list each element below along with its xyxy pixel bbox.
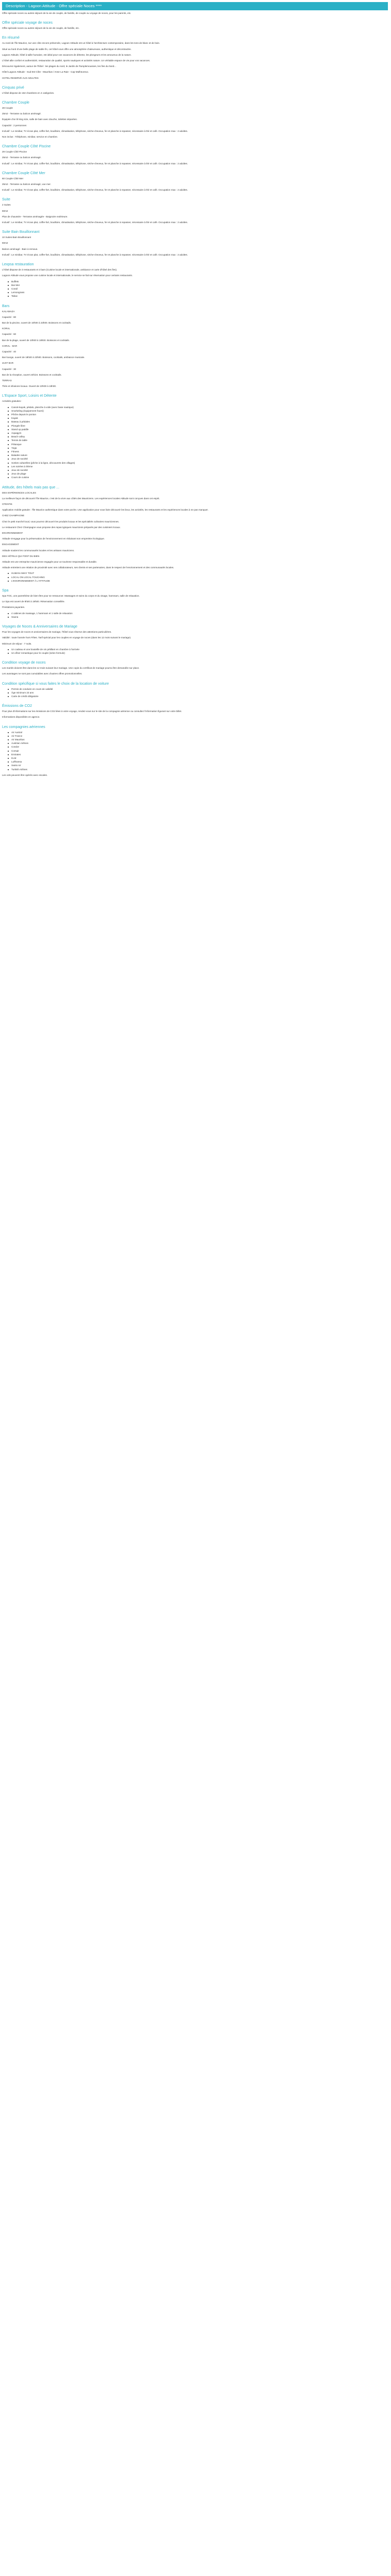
section-paragraph: 60 Couple Côté Mer: [2, 177, 24, 180]
section: [2, 625, 388, 655]
section-paragraph: Capacité : 80: [2, 315, 17, 318]
section-paragraph: Inclusif : Le minibar, TV écran plat, coffre-fort, bouilloire, climatisation, téléphone, sèche-cheveux, fer et planche à repasser, nécessaire à thé et café. Occupation max : 2 adultes.: [2, 162, 188, 165]
list-item: Sauna: [11, 616, 388, 619]
section-paragraph: Lagoon Attitude vous propose une cuisine locale et internationale, le service se fait sur réservation pour certains restaurants.: [2, 274, 133, 277]
description-banner: Description - Lagoon Attitude - Offre spéciale Noces ****: [2, 2, 388, 10]
list-item: Plongée libre: [11, 425, 388, 428]
section-title: Les compagnies aériennes: [2, 725, 45, 729]
section-paragraph: Bar de la plage, ouvert de 10h00 à 18h00. Boissons et cocktails.: [2, 338, 70, 342]
section-title: En résumé: [2, 36, 20, 40]
section-paragraph: Validité : toute l'année hors Fêtes. Tarif spécial pour les couples en voyage de noces (dans les 12 mois suivant le mariage).: [2, 636, 132, 639]
section-title: Spa: [2, 589, 9, 593]
bullet-list: [2, 612, 388, 619]
section-paragraph: Prestations payantes.: [2, 606, 25, 609]
section-title: Cinquas privé: [2, 86, 24, 90]
section-paragraph: Attitude s'engage pour la préservation de l'environnement en réduisant son empreinte écologique.: [2, 537, 105, 540]
section-paragraph: ENGAGEMENT: [2, 543, 19, 546]
section: [2, 145, 388, 165]
section-paragraph: Bar lounge, ouvert de 18h00 à 23h00. Boissons, cocktails, ambiance musicale.: [2, 356, 85, 359]
section-paragraph: Offre spéciale noces ou autres séjours de la vie de couple, de famille, etc.: [2, 27, 80, 30]
list-item: Cours de cuisine: [11, 476, 388, 479]
list-item: HUMAN AWAY TOUT: [11, 572, 388, 575]
section: [2, 263, 388, 298]
section-paragraph: Capacité : 60: [2, 333, 17, 336]
section-paragraph: Le Spa est ouvert de 9h00 à 19h00. Réservation conseillée.: [2, 600, 65, 603]
section-paragraph: Capacité : 40: [2, 350, 17, 353]
list-item: LOCAL ON LOCAL TOUCHING: [11, 576, 388, 579]
bullet-list: [2, 648, 388, 655]
list-item: Air Mauritius: [11, 738, 388, 741]
list-item: KLM: [11, 757, 388, 760]
section: [2, 589, 388, 619]
list-item: Fitness: [11, 450, 388, 453]
section-title: Bars: [2, 304, 10, 308]
list-item: Condor: [11, 745, 388, 749]
bullet-list: [2, 406, 388, 480]
section-paragraph: Plan de chaussée - Terrasse aménagée - Baignoire extérieure.: [2, 215, 68, 218]
list-item: Balades nature: [11, 454, 388, 457]
section-paragraph: Informations disponibles en agence.: [2, 716, 40, 719]
section-paragraph: Les mariés doivent être dans les 12 mois suivant leur mariage. Une copie du certificat de mariage pourra être demandée sur place.: [2, 667, 140, 670]
section-title: Voyages de Noces & Anniversaires de Mariage: [2, 625, 77, 629]
section-title: L'Espace Sport, Loisirs et Détente: [2, 394, 57, 398]
section-paragraph: 28 Couple: [2, 107, 13, 110]
list-item: Pêche depuis le ponton: [11, 413, 388, 416]
list-item: Corsair: [11, 750, 388, 753]
section: [2, 725, 388, 771]
section-paragraph: JUST BAR: [2, 362, 14, 365]
intro-text: Offre spéciale noces ou autres séjours de la vie de couple, de famille, de couple ou voyage de noces, pour les parents, etc.: [2, 12, 132, 14]
section-paragraph: 29 Couple Côté Piscine: [2, 150, 27, 154]
list-item: Air France: [11, 735, 388, 738]
list-item: Air Austral: [11, 731, 388, 734]
section: [2, 486, 388, 583]
section: [2, 661, 388, 675]
section: [2, 101, 388, 139]
section-paragraph: L'hôtel allie confort et authenticité, restauration de qualité, sports nautiques et activités nature. Un véritable espace de vie pour vos vacances.: [2, 59, 151, 62]
list-item: L'ENVIRONNEMENT À L'ATTITUDE: [11, 580, 388, 583]
list-item: Jeux de société: [11, 457, 388, 461]
section: [2, 704, 388, 719]
list-item: Un cadeau et une bouteille de vin pétillant en chambre à l'arrivée: [11, 648, 388, 651]
bullet-list: [2, 572, 388, 583]
section-paragraph: CORAL - BAR: [2, 344, 18, 347]
list-item: Permis de conduire en cours de validité: [11, 688, 388, 691]
bullet-list: [2, 688, 388, 699]
section-paragraph: Les avantages ne sont pas cumulables avec d'autres offres promotionnelles.: [2, 672, 83, 675]
section-paragraph: Balcon aménagé - Bain à remous.: [2, 247, 38, 250]
section: [2, 394, 388, 479]
section-paragraph: Attitude soutient les communautés locales et les artisans mauriciens.: [2, 549, 75, 552]
section-paragraph: Application mobile gratuite : l'île Maurice authentique dans votre poche. Une application pour vous faire découvrir les lieux, les activités, les restaurants et les expériences locales à ne pas manquer.: [2, 509, 208, 512]
section-paragraph: Chez le petit marché local, vous pourrez découvrir les produits locaux et les spécialités culinaires mauriciennes.: [2, 520, 119, 523]
list-item: Turkish Airlines: [11, 768, 388, 771]
section-title: Suite: [2, 198, 10, 202]
list-item: Buffets: [11, 280, 388, 283]
list-item: Corail: [11, 287, 388, 291]
list-item: Carte de crédit obligatoire: [11, 695, 388, 698]
list-item: Jeux de plage: [11, 472, 388, 476]
list-item: Beach volley: [11, 435, 388, 438]
section-paragraph: 50m2: [2, 242, 8, 245]
list-item: 4 cabines de massage, 1 hammam et 1 salle de relaxation: [11, 612, 388, 615]
list-item: Pétanque: [11, 443, 388, 446]
section-paragraph: 25m2 - Terrasse ou balcon aménagé.: [2, 156, 42, 159]
section-paragraph: Le restaurant Chez Champagne vous propose des repas typiques mauriciens préparés par des cuisiniers locaux.: [2, 526, 121, 529]
section-paragraph: 25m2 - Terrasse ou balcon aménagé.: [2, 112, 42, 115]
section: [2, 172, 388, 192]
section-paragraph: Pour les voyages de noces et anniversaires de mariage, l'hôtel vous réserve des attentions particulières.: [2, 631, 112, 634]
section-title: Offre spéciale voyage de noces: [2, 21, 53, 25]
section-paragraph: Hôtel Lagoon Attitude - Sud Est Côte - Mauritius / Anse La Raie - Cap Malheureux.: [2, 71, 89, 74]
list-item: Austrian Airlines: [11, 742, 388, 745]
section-paragraph: Lagoon Attitude, hôtel à taille humaine, est idéal pour vos vacances de détente, les plongeurs et les amoureux de la nature.: [2, 53, 132, 56]
section-paragraph: KORAL: [2, 327, 10, 330]
section-paragraph: ENVIRONNEMENT: [2, 532, 23, 535]
section-paragraph: Bar de la réception, ouvert 24h/24. Boissons et cocktails.: [2, 373, 62, 376]
section: [2, 682, 388, 699]
section-paragraph: HOTEL RESERVÉ AUX ADULTES: [2, 76, 39, 79]
section-paragraph: Situé au bord d'une belle plage de sable fin, cet hôtel vous offre une atmosphère chaleureuse, authentique et décontractée.: [2, 47, 132, 50]
list-item: Kayak: [11, 417, 388, 420]
section-paragraph: KALAMAZA: [2, 310, 15, 313]
section: [2, 198, 388, 224]
section-paragraph: OTENTIK: [2, 503, 12, 506]
list-item: Snorkeling (équipement fourni): [11, 410, 388, 413]
section: [2, 304, 388, 388]
section-paragraph: Capacité : 2 personnes: [2, 124, 27, 127]
section-paragraph: L'hôtel dispose de 3 restaurants et 3 bars (Cuisine locale et internationale, ambiance et carte d'hôtel des îles).: [2, 268, 118, 272]
list-item: Âge minimum 23 ans: [11, 691, 388, 694]
section-paragraph: CHEZ CHAMPAGNE: [2, 514, 25, 517]
section-paragraph: Inclusif : Le minibar, TV écran plat, coffre-fort, bouilloire, climatisation, téléphone, sèche-cheveux, fer et planche à repasser, nécessaire à thé et café. Occupation max : 2 adultes.: [2, 253, 188, 256]
list-item: Bateau à pédales: [11, 420, 388, 423]
section: [2, 86, 388, 95]
list-item: Emirates: [11, 753, 388, 756]
section-title: Condition spécifique si vous faites le choix de la location de voiture: [2, 682, 109, 686]
section-title: Lexpsa restauration: [2, 263, 34, 267]
list-item: Sorties culturelles (pêche à la ligne, découverte des villages): [11, 462, 388, 465]
page: [0, 2, 391, 777]
section-paragraph: Attitude entretient une relation de proximité avec ses collaborateurs, ses clients et ses partenaires, dans le respect de l'environnement et des communautés locales.: [2, 566, 174, 569]
section: [2, 36, 388, 79]
list-item: Bar Mer: [11, 284, 388, 287]
bullet-list: [2, 731, 388, 771]
section-paragraph: Au nord de l'île Maurice, sur une côte encore préservée, Lagoon Attitude est un hôtel à l'architecture contemporaine, dans les tons de blanc et de bois.: [2, 42, 160, 45]
section-paragraph: DES HÔTELS QUI FONT DU BIEN: [2, 554, 40, 557]
section-paragraph: Inclusif : Le minibar, TV écran plat, coffre-fort, bouilloire, climatisation, téléphone, sèche-cheveux, fer et planche à repasser, nécessaire à thé et café. Occupation max : 2 adultes.: [2, 129, 188, 132]
list-item: Stand up paddle: [11, 428, 388, 431]
content-sections: [2, 21, 388, 771]
section-paragraph: Inclusif : Le minibar, TV écran plat, coffre-fort, bouilloire, climatisation, téléphone, sèche-cheveux, fer et planche à repasser, nécessaire à thé et café. Occupation max : 2 adultes.: [2, 221, 188, 224]
list-item: Jeux de société: [11, 469, 388, 472]
section-title: Suite Bain Bouillonnant: [2, 230, 40, 234]
footer-note: Les vols peuvent être opérés avec escales.: [2, 773, 48, 776]
section-paragraph: L'hôtel dispose de 162 chambres en 4 catégories.: [2, 91, 55, 94]
section-title: Chambre Couple Côté Mer: [2, 171, 45, 175]
section-paragraph: 25m2 - Terrasse ou balcon aménagé, vue mer.: [2, 183, 51, 186]
section-paragraph: Découvrez également, autour de l'hôtel : les plages du nord, le Jardin de Pamplemousses, les îles du Nord...: [2, 65, 116, 68]
list-item: Lemongrass: [11, 291, 388, 294]
section-paragraph: La meilleure façon de découvrir l'île Maurice, c'est de la vivre aux côtés des Mauriciens. Les expériences locales Attitude sont conçues dans cet esprit.: [2, 497, 160, 500]
section-paragraph: Activités gratuites :: [2, 400, 22, 403]
list-item: Swiss Air: [11, 764, 388, 767]
section-paragraph: DES EXPÉRIENCES LOCALES: [2, 491, 36, 494]
section-paragraph: 60m2: [2, 209, 8, 212]
section-paragraph: Thés et infusions locaux. Ouvert de 10h00 à 18h00.: [2, 385, 57, 388]
section-paragraph: Capacité : 30: [2, 367, 17, 370]
section-paragraph: Spa TOC, une parenthèse de bien-être pour se ressourcer. Massages et soins du corps et du visage, hammam, salle de relaxation.: [2, 595, 140, 598]
bullet-list: [2, 280, 388, 298]
list-item: Aquagym: [11, 432, 388, 435]
section-title: Chambre Couple: [2, 101, 29, 105]
section: [2, 21, 388, 30]
list-item: Tabac: [11, 295, 388, 298]
section-paragraph: Équipée d'un lit king size, salle de bain avec douche, toilettes séparées.: [2, 118, 77, 121]
list-item: Lufthansa: [11, 760, 388, 764]
section-paragraph: TERRAS: [2, 379, 12, 382]
section-title: Chambre Couple Côté Piscine: [2, 145, 51, 149]
section-paragraph: Pour plus d'informations sur les émissions de CO2 liées à votre voyage, rendez-vous sur le site de la compagnie aérienne ou consultez l'information figurant sur votre billet.: [2, 710, 182, 713]
section: [2, 230, 388, 257]
section-paragraph: Non inclus : Téléphone, minibar, service en chambre.: [2, 135, 58, 139]
list-item: Tennis de table: [11, 439, 388, 442]
section-title: Condition voyage de noces: [2, 661, 46, 665]
section-paragraph: Inclusif : Le minibar, TV écran plat, coffre-fort, bouilloire, climatisation, téléphone, sèche-cheveux, fer et planche à repasser, nécessaire à thé et café. Occupation max : 2 adultes.: [2, 189, 188, 192]
section-title: Émissions de CO2: [2, 704, 32, 708]
list-item: Yoga: [11, 447, 388, 450]
list-item: Canoë-kayak, pédalo, planche à voile (avec base nautique): [11, 406, 388, 409]
section-title: Attitude, des hôtels mais pas que ...: [2, 485, 59, 489]
section-paragraph: Bar de la piscine, ouvert de 10h00 à 23h00. Boissons et cocktails.: [2, 321, 72, 324]
section-paragraph: Minimum de séjour : 7 nuits.: [2, 642, 32, 645]
list-item: Un dîner romantique pour le couple (selon formule): [11, 652, 388, 655]
section-paragraph: 10 Suites Bain Bouillonnant: [2, 236, 31, 239]
section-paragraph: 2 Suites: [2, 204, 11, 207]
list-item: Les soirées à thème: [11, 465, 388, 468]
section-paragraph: Attitude est une entreprise mauricienne engagée pour un tourisme responsable et durable.: [2, 561, 97, 564]
